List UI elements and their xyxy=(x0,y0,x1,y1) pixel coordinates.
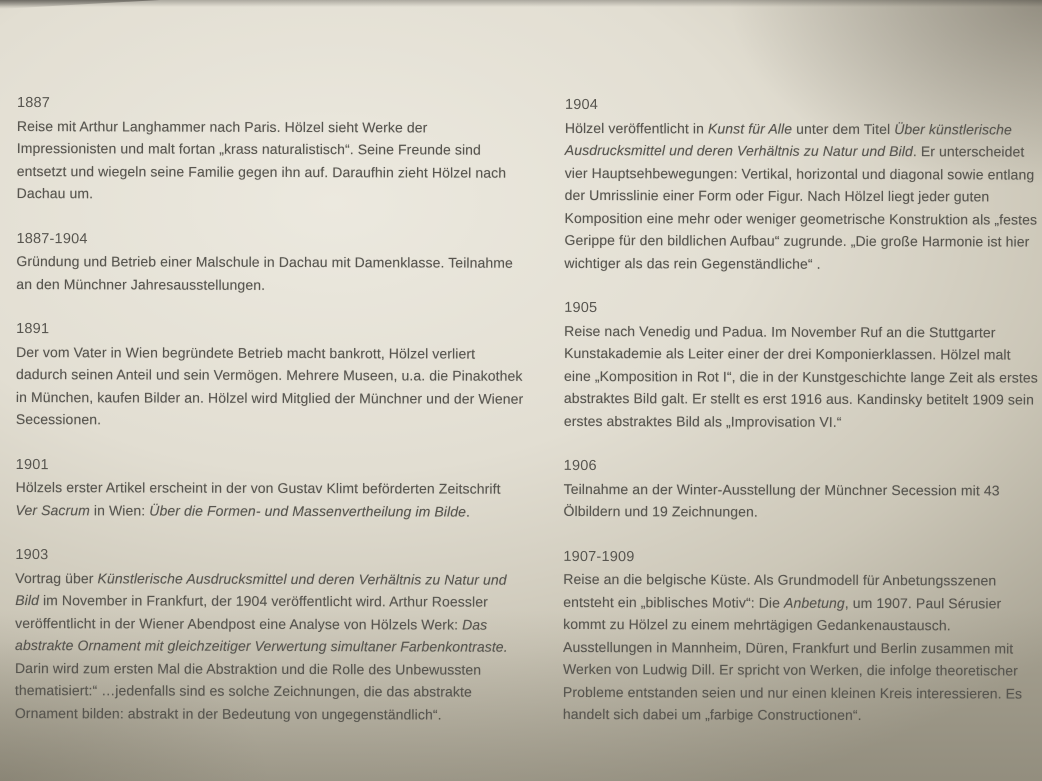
timeline-entry xyxy=(564,455,1038,524)
entry-text-run: Teilnahme an der Winter-Ausstellung der Münchner Secession mit 43 Ölbildern und 19 Zeichnungen. xyxy=(563,480,1000,520)
entry-text xyxy=(17,114,525,206)
entry-text-run: . Er unterscheidet vier Hauptsehbewegungen: Vertikal, horizontal und diagonal sowie entlang der Umrisslinie einer Form oder Figur. Nach Hölzel liegt jeder guten Komposition eine mehr oder weniger geometrische Konstruktion als „festes Gerippe für den bildlichen Aufbau“ zugrunde. „Die große Harmonie ist hier wichtiger als das rein Gegenständliche“ . xyxy=(564,143,1038,272)
entry-text-italic-run: Kunst für Alle xyxy=(707,119,793,137)
entry-text-run: Reise nach Venedig und Padua. Im November Ruf an die Stuttgarter Kunstakademie als Leiter einer der drei Komponierklassen. Hölzel malt eine „Komposition in Rot I“, die in der Kunstgeschichte lange Zeit als erstes abstraktes Bild galt. Er stellt es erst 1916 aus. Kandinsky betitelt 1909 sein erstes abstraktes Bild als „Improvisation VI.“ xyxy=(563,322,1038,430)
timeline-entry xyxy=(16,453,524,522)
entry-text-run: , um 1907. Paul Sérusier kommt zu Hölzel zu einem mehrtägigen Gedankenaustausch. Ausstellungen in Mannheim, Düren, Frankfurt und Berlin zusammen mit Werken von Ludwig Dill. Er spricht von Werken, die infolge theoretischer Probleme entstanden seien und nur einen kleinen Kreis interessieren. Es handelt sich dabei um „farbige Constructionen“. xyxy=(562,594,1023,723)
timeline-entry xyxy=(16,227,524,296)
timeline xyxy=(15,92,1039,751)
entry-year: 1907-1909 xyxy=(563,548,635,565)
entry-text-italic-run: Anbetung xyxy=(783,594,845,611)
entry-text xyxy=(16,340,524,432)
entry-text-run: Darin wird zum ersten Mal die Abstraktion und die Rolle des Unbewussten thematisiert:“ …jedenfalls sind es solche Zeichnungen, die das abstrakte Ornament bilden: abstrakt in der Bedeutung von ungegenständlich“. xyxy=(14,659,482,722)
entry-text-run: Der vom Vater in Wien begründete Betrieb macht bankrott, Hölzel verliert dadurch seinen Anteil und sein Vermögen. Mehrere Museen, u.a. die Pinakothek in München, kaufen Bilder an. Hölzel wird Mitglied der Münchner und der Wiener Secessionen. xyxy=(15,343,524,428)
entry-text-italic-run: Das abstrakte Ornament mit gleichzeitiger Verwertung simultaner Farbenkontraste. xyxy=(15,616,508,655)
entry-year: 1903 xyxy=(15,546,49,564)
entry-year: 1906 xyxy=(563,457,597,475)
entry-text-run: im November in Frankfurt, der 1904 veröffentlicht wird. Arthur Roessler veröffentlicht in der Wiener Abendpost eine Analyse von Hölzels Werk: xyxy=(15,592,488,633)
entry-text-italic-run: Über die Formen- und Massenvertheilung im Bilde xyxy=(149,501,467,520)
entry-text-run: Gründung und Betrieb einer Malschule in Dachau mit Damenklasse. Teilnahme an den Münchner Jahresausstellungen. xyxy=(16,252,513,293)
entry-year: 1887-1904 xyxy=(16,230,88,247)
timeline-entry xyxy=(563,545,1038,727)
entry-text xyxy=(564,477,1038,524)
entry-text-italic-run: Ver Sacrum xyxy=(15,501,90,518)
entry-text-run: in Wien: xyxy=(89,501,150,518)
entry-text-run: Hölzel veröffentlicht in xyxy=(564,119,709,136)
entry-text-italic-run: Über künstlerische Ausdrucksmittel und deren Verhältnis zu Natur und Bild xyxy=(564,120,1012,160)
entry-text-run: . xyxy=(465,503,471,520)
photo-top-edge-shadow xyxy=(0,0,1042,7)
entry-year: 1887 xyxy=(16,94,51,112)
entry-text-italic-run: Künstlerische Ausdrucksmittel und deren Verhältnis zu Natur und Bild xyxy=(15,569,507,609)
timeline-entry xyxy=(15,544,524,726)
timeline-column-left xyxy=(15,92,525,749)
entry-year: 1904 xyxy=(564,96,599,114)
entry-year: 1891 xyxy=(16,320,50,338)
entry-text-run: Reise mit Arthur Langhammer nach Paris. Hölzel sieht Werke der Impressionisten und malt fortan „krass naturalistisch“. Seine Freunde sind entsetzt und wiegeln seine Familie gegen ihn auf. Daraufhin zieht Hölzel nach Dachau um. xyxy=(16,117,507,202)
timeline-entry xyxy=(564,94,1039,276)
entry-text xyxy=(563,568,1038,727)
entry-text xyxy=(16,250,524,297)
entry-year: 1905 xyxy=(564,299,598,317)
entry-text-run: Reise an die belgische Küste. Als Grundmodell für Anbetungsszenen entsteht ein „biblisches Motiv“: Die xyxy=(563,570,997,611)
timeline-entry xyxy=(17,92,525,206)
entry-text-run: Vortrag über xyxy=(15,569,98,586)
timeline-entry xyxy=(564,297,1038,434)
entry-text-run: unter dem Titel xyxy=(792,120,895,137)
entry-year: 1901 xyxy=(15,456,49,473)
entry-text-run: Hölzels erster Artikel erscheint in der von Gustav Klimt beförderten Zeitschrift xyxy=(15,478,501,497)
timeline-column-right xyxy=(563,94,1039,751)
entry-text xyxy=(15,566,524,725)
timeline-entry xyxy=(16,318,524,432)
entry-text xyxy=(564,116,1039,275)
entry-text xyxy=(16,476,524,523)
entry-text xyxy=(564,319,1038,433)
